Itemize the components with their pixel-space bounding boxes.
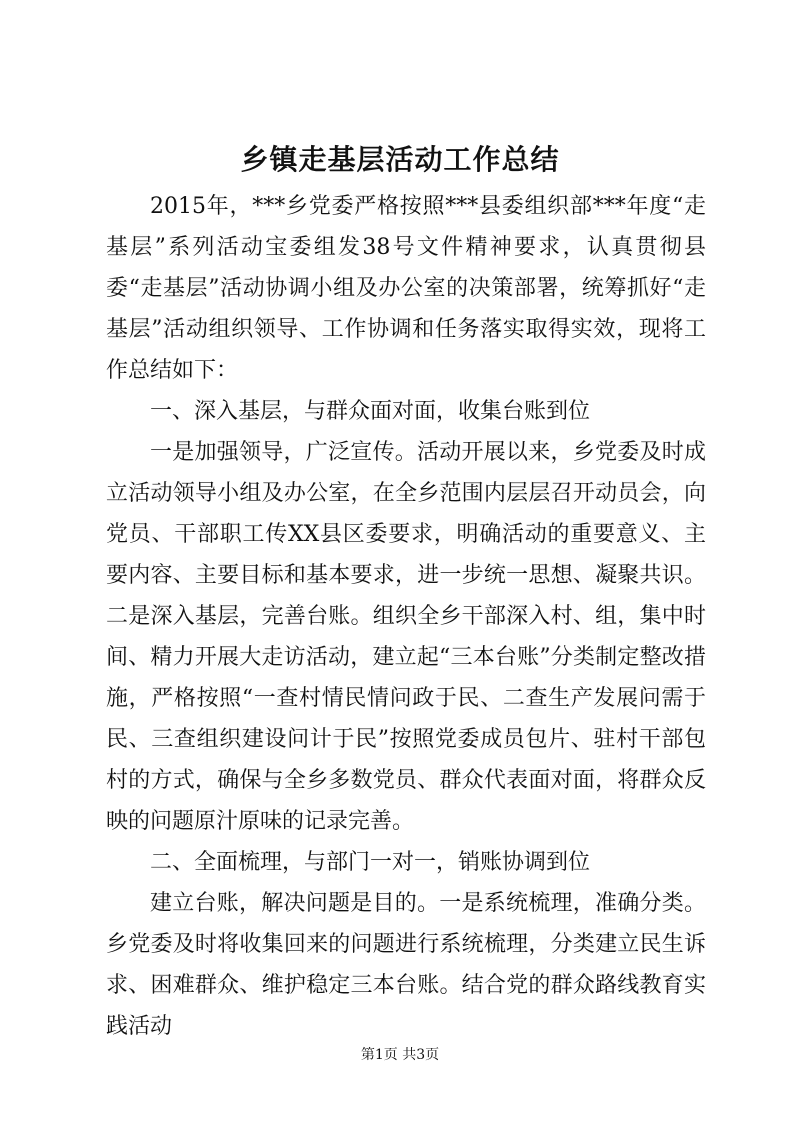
section-2-heading: 二、全面梳理，与部门一对一，销账协调到位 xyxy=(150,850,591,875)
section-2-paragraph: 建立台账，解决问题是目的。一是系统梳理，准确分类。乡党委及时将收集回来的问题进行系统梳理，分类建立民生诉求、困难群众、维护稳定三本台账。结合党的群众路线教育实践活动 xyxy=(106,891,706,1039)
section-1-heading: 一、深入基层，与群众面对面，收集台账到位 xyxy=(150,399,591,424)
section-1-paragraph: 一是加强领导，广泛宣传。活动开展以来，乡党委及时成立活动领导小组及办公室，在全乡范围内层层召开动员会，向党员、干部职工传XX县区委要求，明确活动的重要意义、主要内容、主要目标和基本要求，进一步统一思想、凝聚共识。二是深入基层，完善台账。组织全乡干部深入村、组，集中时间、精力开展大走访活动，建立起“三本台账”分类制定整改措施，严格按照“一查村情民情问政于民、二查生产发展问需于民、三查组织建设问计于民”按照党委成员包片、驻村干部包村的方式，确保与全乡多数党员、群众代表面对面，将群众反映的问题原汁原味的记录完善。 xyxy=(106,440,706,834)
document-title: 乡镇走基层活动工作总结 xyxy=(240,143,560,176)
page-footer: 第1页 共3页 xyxy=(360,1047,440,1063)
intro-paragraph: 2015年，***乡党委严格按照***县委组织部***年度“走基层”系列活动宝委组发38号文件精神要求，认真贯彻县委“走基层”活动协调小组及办公室的决策部署，统筹抓好“走基层”活动组织领导、工作协调和任务落实取得实效，现将工作总结如下： xyxy=(106,194,706,383)
document-body xyxy=(106,186,706,1047)
